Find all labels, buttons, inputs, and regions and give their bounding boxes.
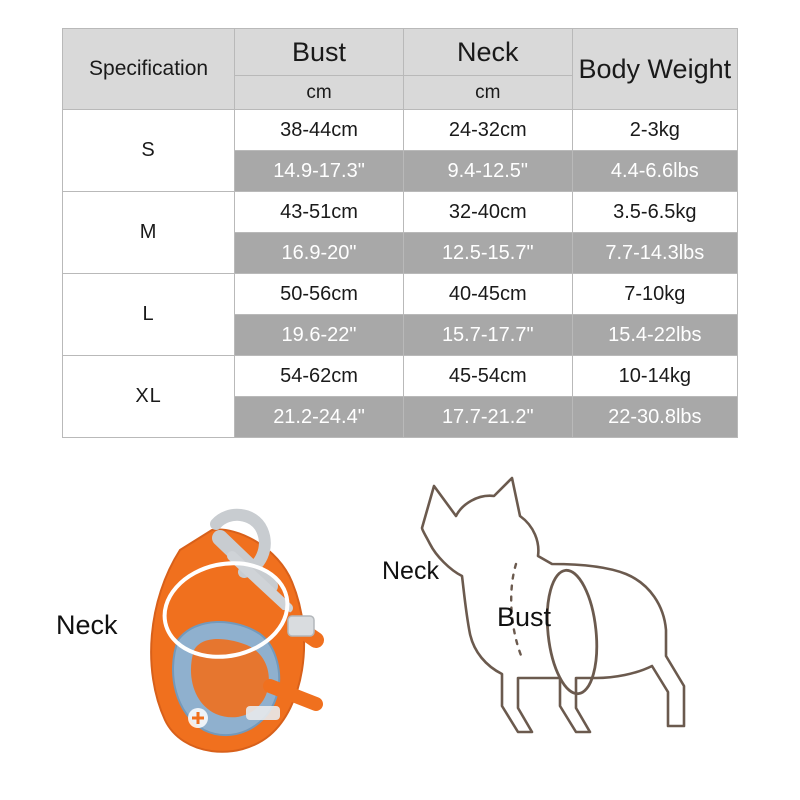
bust-cm-l: 50-56cm [235,274,404,315]
header-bust: Bust [235,29,404,76]
bust-in-xl: 21.2-24.4" [235,397,404,438]
size-label-l: L [63,274,235,356]
neck-in-xl: 17.7-21.2" [403,397,572,438]
weight-kg-xl: 10-14kg [572,356,737,397]
bust-in-s: 14.9-17.3" [235,151,404,192]
weight-lbs-l: 15.4-22lbs [572,315,737,356]
table-row [63,274,738,315]
size-chart-table [62,28,738,438]
neck-in-l: 15.7-17.7" [403,315,572,356]
header-neck-unit: cm [403,76,572,110]
bust-in-l: 19.6-22" [235,315,404,356]
header-body-weight: Body Weight [572,29,737,110]
bust-cm-m: 43-51cm [235,192,404,233]
header-bust-unit: cm [235,76,404,110]
bust-cm-xl: 54-62cm [235,356,404,397]
size-label-s: S [63,110,235,192]
neck-cm-l: 40-45cm [403,274,572,315]
header-specification: Specification [63,29,235,110]
neck-cm-s: 24-32cm [403,110,572,151]
weight-lbs-m: 7.7-14.3lbs [572,233,737,274]
table-row [63,192,738,233]
harness-illustration [120,490,340,770]
dog-neck-label: Neck [382,557,439,585]
table-header-row-1 [63,29,738,76]
neck-in-m: 12.5-15.7" [403,233,572,274]
size-label-xl: XL [63,356,235,438]
weight-lbs-s: 4.4-6.6lbs [572,151,737,192]
table-row [63,110,738,151]
weight-kg-m: 3.5-6.5kg [572,192,737,233]
neck-cm-xl: 45-54cm [403,356,572,397]
bust-cm-s: 38-44cm [235,110,404,151]
weight-kg-l: 7-10kg [572,274,737,315]
size-chart-table-container [62,28,738,438]
header-neck: Neck [403,29,572,76]
dog-diagram [400,460,720,770]
weight-lbs-xl: 22-30.8lbs [572,397,737,438]
neck-cm-m: 32-40cm [403,192,572,233]
harness-neck-label: Neck [56,610,118,640]
size-label-m: M [63,192,235,274]
table-row [63,356,738,397]
bust-in-m: 16.9-20" [235,233,404,274]
neck-in-s: 9.4-12.5" [403,151,572,192]
weight-kg-s: 2-3kg [572,110,737,151]
dog-bust-label: Bust [497,602,552,632]
